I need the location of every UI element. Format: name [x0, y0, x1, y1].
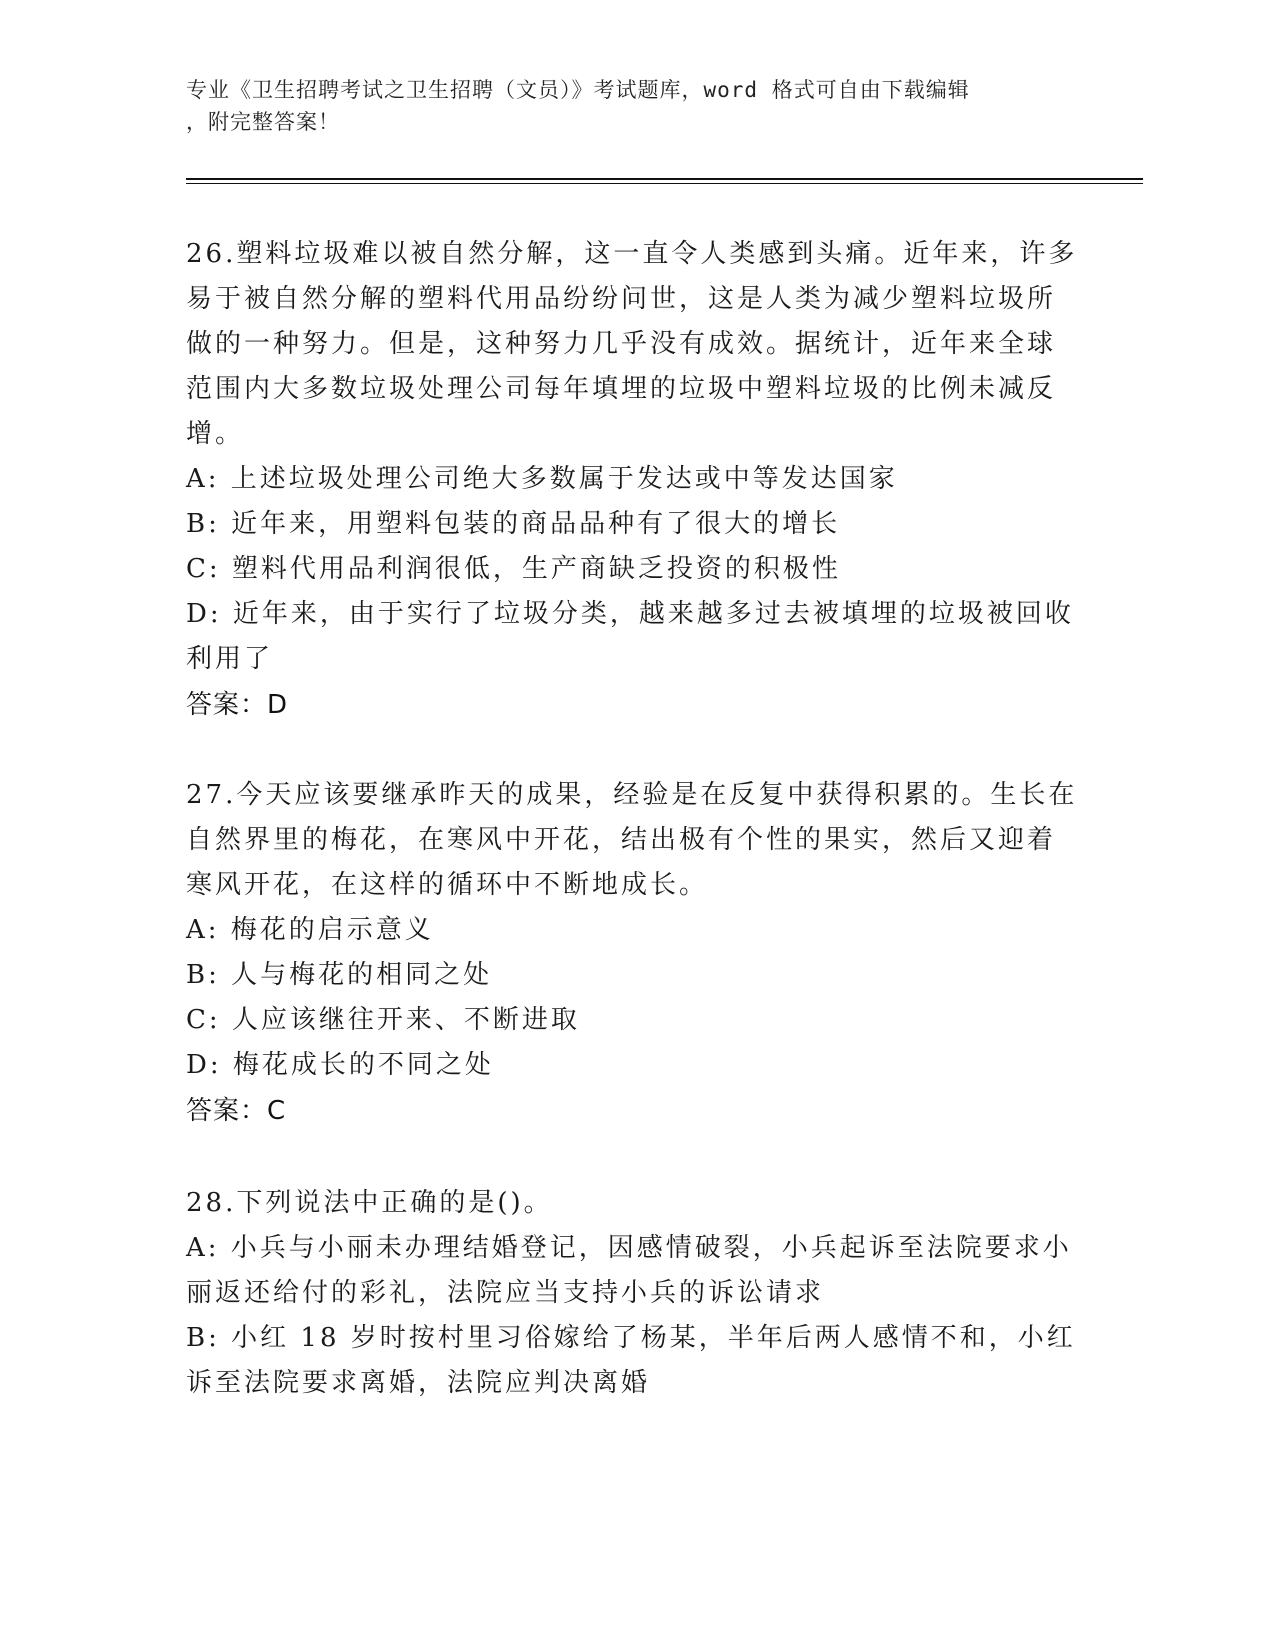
- question-stem-line: 27.今天应该要继承昨天的成果，经验是在反复中获得积累的。生长在: [186, 780, 1078, 810]
- option-a-line: A: 上述垃圾处理公司绝大多数属于发达或中等发达国家: [186, 464, 898, 494]
- question-stem-line: 自然界里的梅花，在寒风中开花，结出极有个性的果实，然后又迎着: [186, 825, 1057, 855]
- option-d-line: D: 梅花成长的不同之处: [186, 1050, 494, 1080]
- option-a-line: A: 梅花的启示意义: [186, 915, 434, 945]
- header-divider-thick: [186, 178, 1143, 180]
- question-28: [186, 1181, 1076, 1406]
- option-a-line-continued: 丽返还给付的彩礼，法院应当支持小兵的诉讼请求: [186, 1278, 825, 1308]
- question-stem-line: 28.下列说法中正确的是()。: [186, 1188, 553, 1218]
- question-27: [186, 773, 1078, 1134]
- option-b-line: B: 人与梅花的相同之处: [186, 960, 493, 990]
- header-title-line-1: 专业《卫生招聘考试之卫生招聘（文员）》考试题库，word 格式可自由下载编辑: [186, 78, 970, 102]
- option-c-line: C: 人应该继往开来、不断进取: [186, 1005, 580, 1035]
- option-b-line: B: 近年来，用塑料包装的商品品种有了很大的增长: [186, 509, 841, 539]
- question-stem-line: 做的一种努力。但是，这种努力几乎没有成效。据统计，近年来全球: [186, 329, 1057, 359]
- question-stem-line: 范围内大多数垃圾处理公司每年填埋的垃圾中塑料垃圾的比例未减反: [186, 374, 1057, 404]
- header-title-line-2: ，附完整答案！: [186, 110, 340, 134]
- option-b-line-continued: 诉至法院要求离婚，法院应判决离婚: [186, 1368, 651, 1398]
- page-header: [186, 74, 1066, 138]
- option-d-line-continued: 利用了: [186, 644, 274, 674]
- option-b-line: B: 小红 18 岁时按村里习俗嫁给了杨某，半年后两人感情不和，小红: [186, 1323, 1076, 1353]
- question-26: [186, 232, 1078, 728]
- answer-label: 答案：D: [186, 690, 289, 720]
- answer-label: 答案：C: [186, 1096, 287, 1126]
- header-divider-thin: [186, 183, 1143, 184]
- option-a-line: A: 小兵与小丽未办理结婚登记，因感情破裂，小兵起诉至法院要求小: [186, 1233, 1072, 1263]
- question-stem-line: 26.塑料垃圾难以被自然分解，这一直令人类感到头痛。近年来，许多: [186, 239, 1078, 269]
- option-d-line: D: 近年来，由于实行了垃圾分类，越来越多过去被填埋的垃圾被回收: [186, 599, 1074, 629]
- option-c-line: C: 塑料代用品利润很低，生产商缺乏投资的积极性: [186, 554, 841, 584]
- question-stem-line: 寒风开花，在这样的循环中不断地成长。: [186, 870, 709, 900]
- question-stem-line: 易于被自然分解的塑料代用品纷纷问世，这是人类为减少塑料垃圾所: [186, 284, 1057, 314]
- question-stem-line: 增。: [186, 419, 245, 449]
